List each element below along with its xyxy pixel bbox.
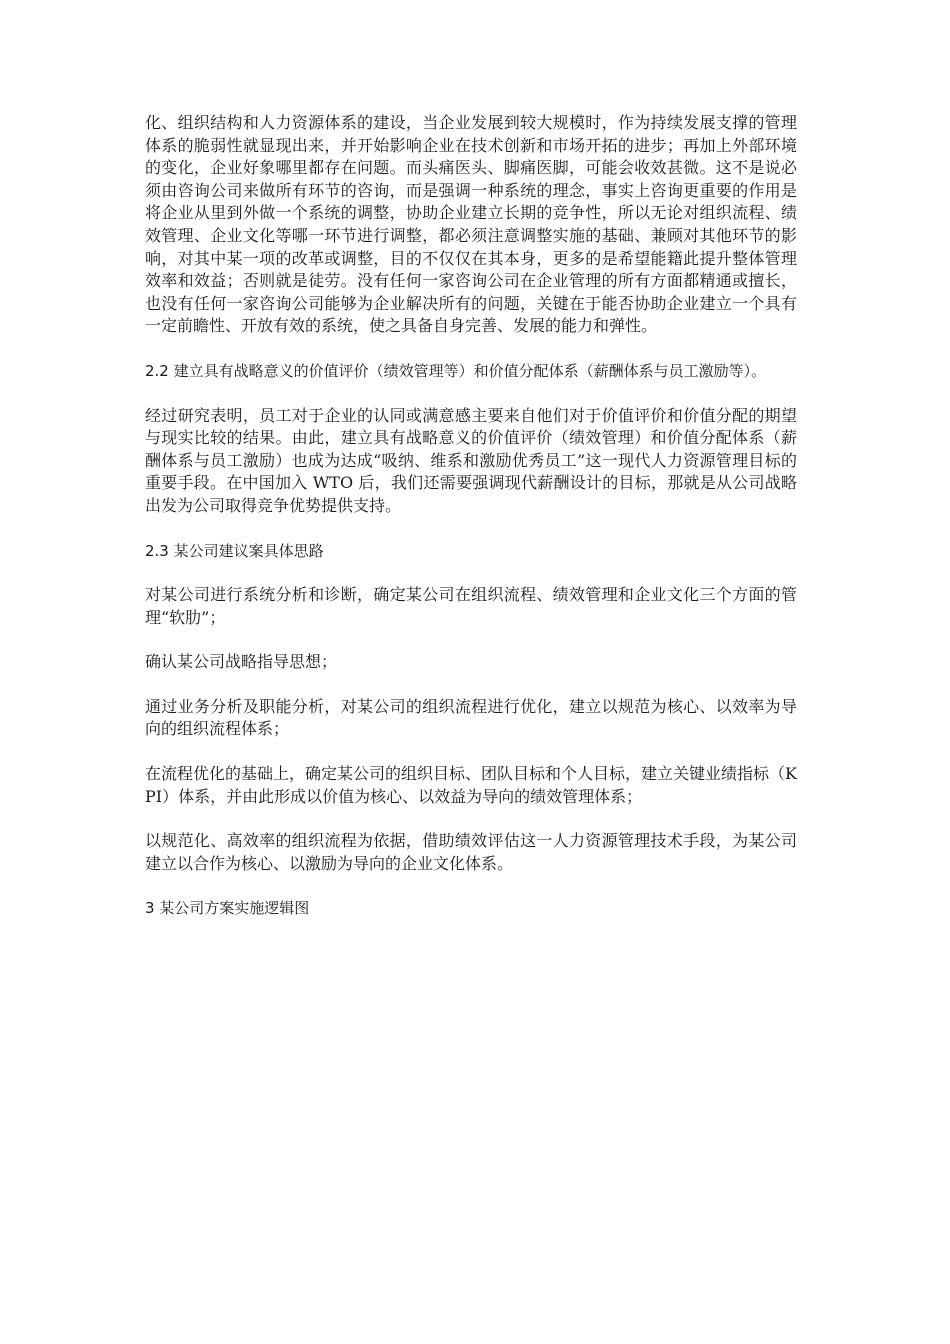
body-paragraph: 以规范化、高效率的组织流程为依据，借助绩效评估这一人力资源管理技术手段，为某公司建立以合作为核心、以激励为导向的企业文化体系。 [145,831,797,873]
body-paragraph: 对某公司进行系统分析和诊断，确定某公司在组织流程、绩效管理和企业文化三个方面的管理“软肋”； [145,585,797,627]
body-paragraph: 化、组织结构和人力资源体系的建设，当企业发展到较大规模时，作为持续发展支撑的管理体系的脆弱性就显现出来，并开始影响企业在技术创新和市场开拓的进步；再加上外部环境的变化，企业好象哪里都存在问题。而头痛医头、脚痛医脚，可能会收效甚微。这不是说必须由咨询公司来做所有环节的咨询，而是强调一种系统的理念，事实上咨询更重要的作用是将企业从里到外做一个系统的调整，协助企业建立长期的竞争性，所以无论对组织流程、绩效管理、企业文化等哪一环节进行调整，都必须注意调整实施的基础、兼顾对其他环节的影响，对其中某一项的改革或调整，目的不仅仅在其本身，更多的是希望能籍此提升整体管理效率和效益；否则就是徒劳。没有任何一家咨询公司在企业管理的所有方面都精通或擅长，也没有任何一家咨询公司能够为企业解决所有的问题，关键在于能否协助企业建立一个具有一定前瞻性、开放有效的系统，使之具备自身完善、发展的能力和弹性。 [145,113,797,336]
document-page [145,112,797,942]
body-paragraph: 确认某公司战略指导思想； [145,652,338,672]
section-heading-2-3: 2.3 某公司建议案具体思路 [145,541,324,560]
body-paragraph: 经过研究表明，员工对于企业的认同或满意感主要来自他们对于价值评价和价值分配的期望与现实比较的结果。由此，建立具有战略意义的价值评价（绩效管理）和价值分配体系（薪酬体系与员工激励）也成为达成“吸纳、维系和激励优秀员工”这一现代人力资源管理目标的重要手段。在中国加入 WTO 后，我们还需要强调现代薪酬设计的目标，那就是从公司战略出发为公司取得竞争优势提供支持。 [145,405,797,515]
body-paragraph: 通过业务分析及职能分析，对某公司的组织流程进行优化，建立以规范为核心、以效率为导向的组织流程体系； [145,696,797,739]
section-heading-2-2: 2.2 建立具有战略意义的价值评价（绩效管理等）和价值分配体系（薪酬体系与员工激励等）。 [145,361,767,380]
section-heading-3: 3 某公司方案实施逻辑图 [145,899,310,918]
body-paragraph: 在流程优化的基础上，确定某公司的组织目标、团队目标和个人目标，建立关键业绩指标（KPI）体系，并由此形成以价值为核心、以效益为导向的绩效管理体系； [145,764,797,806]
